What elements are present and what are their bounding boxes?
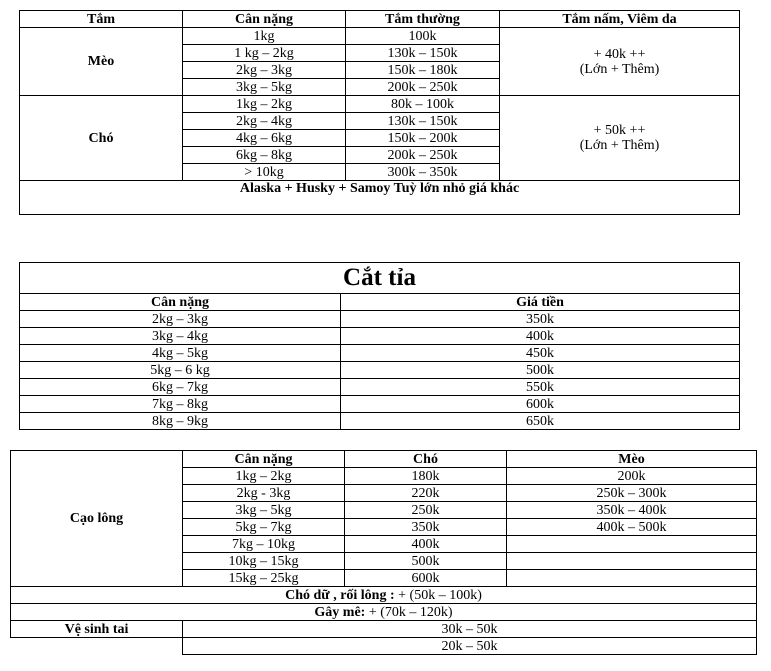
bath-dog-extra-note: (Lớn + Thêm)	[579, 138, 660, 153]
weight-cell: 8kg – 9kg	[20, 413, 341, 430]
cat-price-cell	[507, 570, 757, 587]
dog-price-cell: 220k	[345, 485, 507, 502]
dog-price-cell: 250k	[345, 502, 507, 519]
bath-cat-label: Mèo	[20, 28, 183, 96]
dog-price-cell: 350k	[345, 519, 507, 536]
price-cell: 130k – 150k	[346, 45, 500, 62]
weight-cell: 6kg – 7kg	[20, 379, 341, 396]
price-cell: 300k – 350k	[346, 164, 500, 181]
price-cell: 500k	[341, 362, 740, 379]
aggressive-note	[11, 587, 757, 604]
weight-cell: 1kg – 2kg	[183, 96, 346, 113]
price-cell: 200k – 250k	[346, 147, 500, 164]
weight-cell: 7kg – 8kg	[20, 396, 341, 413]
ear-empty-cell	[11, 638, 183, 655]
price-cell: 200k – 250k	[346, 79, 500, 96]
aggressive-label: Chó dữ , rối lông :	[285, 587, 395, 603]
table-row	[20, 311, 740, 328]
ear-price-1: 30k – 50k	[183, 621, 757, 638]
price-cell: 450k	[341, 345, 740, 362]
shave-header-cat: Mèo	[507, 451, 757, 468]
cat-price-cell: 250k – 300k	[507, 485, 757, 502]
weight-cell: 1kg – 2kg	[183, 468, 345, 485]
weight-cell: 2kg – 4kg	[183, 113, 346, 130]
weight-cell: 1kg	[183, 28, 346, 45]
bath-dog-extra-amount: + 50k ++	[593, 123, 646, 138]
weight-cell: 5kg – 6 kg	[20, 362, 341, 379]
weight-cell: 2kg – 3kg	[20, 311, 341, 328]
bath-footer-note: Alaska + Husky + Samoy Tuỳ lớn nhỏ giá khác	[20, 181, 740, 215]
anesthesia-row	[11, 604, 757, 621]
cat-price-cell	[507, 536, 757, 553]
table-row	[20, 328, 740, 345]
weight-cell: 2kg - 3kg	[183, 485, 345, 502]
shave-header-row	[11, 451, 757, 468]
weight-cell: 4kg – 5kg	[20, 345, 341, 362]
bath-price-table	[19, 10, 740, 215]
ear-row-2	[11, 638, 757, 655]
table-row	[20, 96, 740, 113]
bath-footer-row	[20, 181, 740, 215]
price-cell: 600k	[341, 396, 740, 413]
table-row	[20, 345, 740, 362]
price-cell: 150k – 180k	[346, 62, 500, 79]
table-row	[20, 396, 740, 413]
aggressive-price: + (50k – 100k)	[394, 587, 482, 603]
bath-header-type: Tắm	[20, 11, 183, 28]
bath-cat-extra	[500, 28, 740, 96]
bath-header-regular: Tắm thường	[346, 11, 500, 28]
table-row	[20, 413, 740, 430]
bath-header-weight: Cân nặng	[183, 11, 346, 28]
price-cell: 80k – 100k	[346, 96, 500, 113]
dog-price-cell: 400k	[345, 536, 507, 553]
price-cell: 650k	[341, 413, 740, 430]
price-cell: 400k	[341, 328, 740, 345]
bath-header-fungal: Tắm nấm, Viêm da	[500, 11, 740, 28]
weight-cell: 4kg – 6kg	[183, 130, 346, 147]
price-cell: 350k	[341, 311, 740, 328]
trim-price-table	[19, 262, 740, 430]
trim-header-weight: Cân nặng	[20, 294, 341, 311]
dog-price-cell: 500k	[345, 553, 507, 570]
dog-price-cell: 180k	[345, 468, 507, 485]
weight-cell: 6kg – 8kg	[183, 147, 346, 164]
anesthesia-note	[11, 604, 757, 621]
shave-price-table	[10, 450, 757, 655]
anesthesia-label: Gây mê:	[314, 604, 366, 620]
trim-title-row	[20, 263, 740, 294]
trim-title: Cắt tỉa	[20, 263, 740, 294]
cat-price-cell: 400k – 500k	[507, 519, 757, 536]
anesthesia-price: + (70k – 120k)	[365, 604, 453, 620]
price-cell: 100k	[346, 28, 500, 45]
weight-cell: 3kg – 4kg	[20, 328, 341, 345]
bath-dog-label: Chó	[20, 96, 183, 181]
trim-header-row	[20, 294, 740, 311]
bath-cat-extra-amount: + 40k ++	[593, 46, 646, 62]
weight-cell: 1 kg – 2kg	[183, 45, 346, 62]
weight-cell: 15kg – 25kg	[183, 570, 345, 587]
table-row	[20, 379, 740, 396]
cat-price-cell: 200k	[507, 468, 757, 485]
ear-row	[11, 621, 757, 638]
aggressive-row	[11, 587, 757, 604]
cat-price-cell: 350k – 400k	[507, 502, 757, 519]
ear-label: Vệ sinh tai	[11, 621, 183, 638]
trim-header-price: Giá tiền	[341, 294, 740, 311]
weight-cell: 3kg – 5kg	[183, 79, 346, 96]
dog-price-cell: 600k	[345, 570, 507, 587]
table-row	[20, 28, 740, 45]
ear-price-2: 20k – 50k	[183, 638, 757, 655]
price-cell: 130k – 150k	[346, 113, 500, 130]
price-cell: 150k – 200k	[346, 130, 500, 147]
bath-header-row	[20, 11, 740, 28]
cat-price-cell	[507, 553, 757, 570]
bath-dog-extra	[500, 96, 740, 181]
shave-header-dog: Chó	[345, 451, 507, 468]
weight-cell: > 10kg	[183, 164, 346, 181]
weight-cell: 5kg – 7kg	[183, 519, 345, 536]
bath-cat-extra-note: (Lớn + Thêm)	[579, 61, 660, 77]
shave-label: Cạo lông	[11, 451, 183, 587]
weight-cell: 7kg – 10kg	[183, 536, 345, 553]
table-row	[20, 362, 740, 379]
price-cell: 550k	[341, 379, 740, 396]
shave-header-weight: Cân nặng	[183, 451, 345, 468]
weight-cell: 10kg – 15kg	[183, 553, 345, 570]
weight-cell: 2kg – 3kg	[183, 62, 346, 79]
weight-cell: 3kg – 5kg	[183, 502, 345, 519]
